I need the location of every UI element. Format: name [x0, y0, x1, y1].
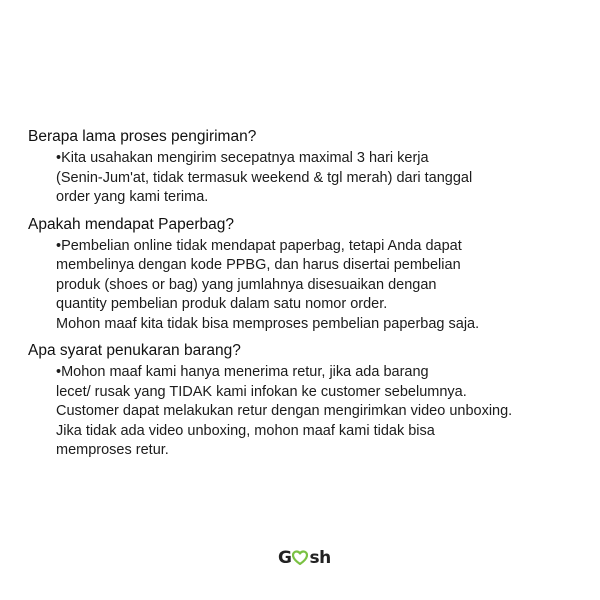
answer-line: memproses retur. [56, 442, 169, 458]
answer-line: quantity pembelian produk dalam satu nomor order. [56, 296, 388, 312]
answer-line: •Pembelian online tidak mendapat paperbag, tetapi Anda dapat [56, 237, 462, 254]
faq-answer [56, 363, 588, 461]
faq-section [28, 126, 588, 467]
answer-line: lecet/ rusak yang TIDAK kami infokan ke customer sebelumnya. [56, 383, 467, 400]
heart-icon [292, 550, 308, 566]
brand-logo [278, 546, 331, 570]
answer-line: •Mohon maaf kami hanya menerima retur, jika ada barang [56, 364, 429, 380]
answer-line: produk (shoes or bag) yang jumlahnya disesuaikan dengan [56, 276, 437, 293]
answer-line: membelinya dengan kode PPBG, dan harus disertai pembelian [56, 257, 461, 273]
answer-line: Jika tidak ada video unboxing, mohon maaf kami tidak bisa [56, 422, 435, 439]
faq-answer [56, 237, 588, 335]
answer-line: •Kita usahakan mengirim secepatnya maximal 3 hari kerja [56, 150, 429, 166]
faq-item-shipping [28, 126, 588, 208]
answer-line: (Senin-Jum'at, tidak termasuk weekend & tgl merah) dari tanggal [56, 169, 473, 186]
faq-question: Apakah mendapat Paperbag? [28, 215, 234, 233]
answer-line: Mohon maaf kita tidak bisa memproses pembelian paperbag saja. [56, 315, 480, 332]
answer-line: Customer dapat melakukan retur dengan mengirimkan video unboxing. [56, 403, 513, 419]
logo-text-right: sh [309, 548, 331, 568]
faq-question: Apa syarat penukaran barang? [28, 342, 241, 359]
faq-item-returns [28, 340, 588, 461]
faq-item-paperbag [28, 214, 588, 335]
faq-question: Berapa lama proses pengiriman? [28, 128, 257, 145]
answer-line: order yang kami terima. [56, 189, 209, 205]
faq-answer [56, 149, 588, 208]
logo-text-left: G [278, 548, 292, 568]
